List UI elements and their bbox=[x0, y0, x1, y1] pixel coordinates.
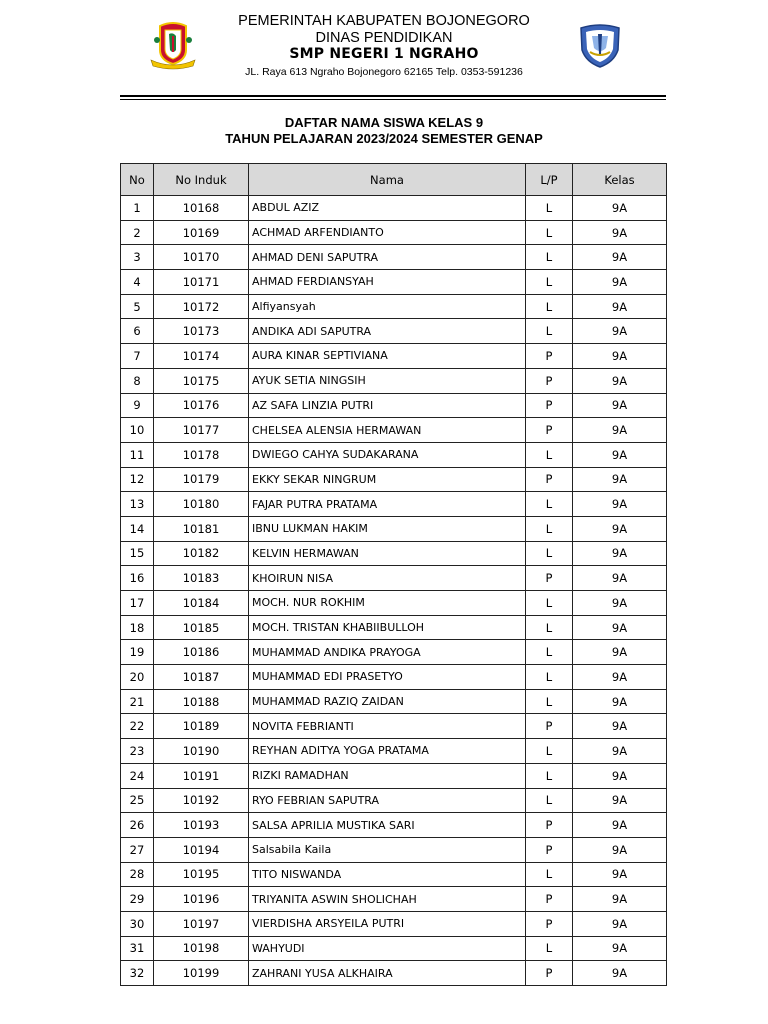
cell-nama: Salsabila Kaila bbox=[249, 837, 526, 862]
table-row bbox=[121, 245, 667, 270]
cell-nama: ACHMAD ARFENDIANTO bbox=[249, 220, 526, 245]
cell-no-induk: 10173 bbox=[154, 319, 249, 344]
cell-no: 8 bbox=[121, 368, 154, 393]
cell-nama: CHELSEA ALENSIA HERMAWAN bbox=[249, 418, 526, 443]
cell-no-induk: 10168 bbox=[154, 196, 249, 221]
cell-kelas: 9A bbox=[573, 442, 667, 467]
table-row bbox=[121, 961, 667, 986]
table-row bbox=[121, 442, 667, 467]
document-subtitle: TAHUN PELAJARAN 2023/2024 SEMESTER GENAP bbox=[225, 131, 543, 146]
table-row bbox=[121, 492, 667, 517]
cell-no-induk: 10175 bbox=[154, 368, 249, 393]
cell-no-induk: 10192 bbox=[154, 788, 249, 813]
cell-no: 23 bbox=[121, 739, 154, 764]
cell-kelas: 9A bbox=[573, 319, 667, 344]
cell-lp: L bbox=[526, 196, 573, 221]
cell-no-induk: 10199 bbox=[154, 961, 249, 986]
table-row bbox=[121, 566, 667, 591]
cell-nama: VIERDISHA ARSYEILA PUTRI bbox=[249, 911, 526, 936]
table-row bbox=[121, 294, 667, 319]
table-row bbox=[121, 911, 667, 936]
cell-no-induk: 10196 bbox=[154, 887, 249, 912]
table-row bbox=[121, 862, 667, 887]
table-row bbox=[121, 689, 667, 714]
cell-kelas: 9A bbox=[573, 492, 667, 517]
cell-kelas: 9A bbox=[573, 566, 667, 591]
cell-lp: P bbox=[526, 368, 573, 393]
cell-no-induk: 10177 bbox=[154, 418, 249, 443]
cell-kelas: 9A bbox=[573, 689, 667, 714]
cell-no-induk: 10189 bbox=[154, 714, 249, 739]
cell-kelas: 9A bbox=[573, 220, 667, 245]
cell-nama: Alfiyansyah bbox=[249, 294, 526, 319]
table-row bbox=[121, 368, 667, 393]
cell-lp: L bbox=[526, 270, 573, 295]
table-row bbox=[121, 788, 667, 813]
cell-no: 24 bbox=[121, 763, 154, 788]
cell-no: 1 bbox=[121, 196, 154, 221]
cell-nama: TITO NISWANDA bbox=[249, 862, 526, 887]
cell-nama: AZ SAFA LINZIA PUTRI bbox=[249, 393, 526, 418]
cell-lp: L bbox=[526, 541, 573, 566]
cell-lp: P bbox=[526, 566, 573, 591]
cell-lp: L bbox=[526, 739, 573, 764]
cell-nama: FAJAR PUTRA PRATAMA bbox=[249, 492, 526, 517]
table-row bbox=[121, 936, 667, 961]
cell-nama: ANDIKA ADI SAPUTRA bbox=[249, 319, 526, 344]
cell-kelas: 9A bbox=[573, 245, 667, 270]
header-divider-thin bbox=[120, 99, 666, 100]
table-row bbox=[121, 714, 667, 739]
table-row bbox=[121, 270, 667, 295]
cell-no-induk: 10183 bbox=[154, 566, 249, 591]
table-body bbox=[121, 196, 667, 986]
government-name: PEMERINTAH KABUPATEN BOJONEGORO bbox=[238, 13, 530, 29]
table-row bbox=[121, 319, 667, 344]
cell-no: 7 bbox=[121, 344, 154, 369]
column-header-no: No bbox=[121, 164, 154, 196]
cell-lp: L bbox=[526, 788, 573, 813]
cell-no: 18 bbox=[121, 615, 154, 640]
cell-lp: P bbox=[526, 714, 573, 739]
cell-lp: P bbox=[526, 813, 573, 838]
cell-no-induk: 10193 bbox=[154, 813, 249, 838]
cell-lp: L bbox=[526, 492, 573, 517]
cell-no-induk: 10174 bbox=[154, 344, 249, 369]
cell-no: 9 bbox=[121, 393, 154, 418]
cell-lp: P bbox=[526, 467, 573, 492]
cell-lp: L bbox=[526, 936, 573, 961]
cell-no-induk: 10169 bbox=[154, 220, 249, 245]
cell-nama: AYUK SETIA NINGSIH bbox=[249, 368, 526, 393]
cell-lp: P bbox=[526, 418, 573, 443]
cell-no-induk: 10191 bbox=[154, 763, 249, 788]
table-row bbox=[121, 467, 667, 492]
cell-kelas: 9A bbox=[573, 591, 667, 616]
cell-nama: NOVITA FEBRIANTI bbox=[249, 714, 526, 739]
cell-lp: L bbox=[526, 862, 573, 887]
cell-no-induk: 10188 bbox=[154, 689, 249, 714]
school-name: SMP NEGERI 1 NGRAHO bbox=[289, 46, 479, 62]
cell-no-induk: 10184 bbox=[154, 591, 249, 616]
cell-kelas: 9A bbox=[573, 936, 667, 961]
cell-lp: L bbox=[526, 245, 573, 270]
cell-kelas: 9A bbox=[573, 887, 667, 912]
cell-no: 3 bbox=[121, 245, 154, 270]
table-row bbox=[121, 591, 667, 616]
cell-kelas: 9A bbox=[573, 665, 667, 690]
table-row bbox=[121, 344, 667, 369]
table-row bbox=[121, 220, 667, 245]
cell-no-induk: 10176 bbox=[154, 393, 249, 418]
document-title: DAFTAR NAMA SISWA KELAS 9 bbox=[284, 115, 484, 130]
cell-kelas: 9A bbox=[573, 516, 667, 541]
cell-kelas: 9A bbox=[573, 763, 667, 788]
cell-no-induk: 10170 bbox=[154, 245, 249, 270]
cell-nama: KELVIN HERMAWAN bbox=[249, 541, 526, 566]
cell-nama: RYO FEBRIAN SAPUTRA bbox=[249, 788, 526, 813]
table-row bbox=[121, 418, 667, 443]
table-header-row bbox=[121, 164, 667, 196]
table-row bbox=[121, 541, 667, 566]
cell-kelas: 9A bbox=[573, 393, 667, 418]
cell-lp: L bbox=[526, 615, 573, 640]
cell-no: 17 bbox=[121, 591, 154, 616]
cell-kelas: 9A bbox=[573, 961, 667, 986]
cell-kelas: 9A bbox=[573, 788, 667, 813]
cell-no: 30 bbox=[121, 911, 154, 936]
cell-no: 11 bbox=[121, 442, 154, 467]
cell-lp: L bbox=[526, 319, 573, 344]
column-header-nama: Nama bbox=[249, 164, 526, 196]
column-header-no-induk: No Induk bbox=[154, 164, 249, 196]
cell-lp: P bbox=[526, 837, 573, 862]
table-row bbox=[121, 813, 667, 838]
cell-no: 22 bbox=[121, 714, 154, 739]
cell-no: 32 bbox=[121, 961, 154, 986]
table-row bbox=[121, 640, 667, 665]
cell-kelas: 9A bbox=[573, 467, 667, 492]
cell-lp: L bbox=[526, 591, 573, 616]
cell-kelas: 9A bbox=[573, 911, 667, 936]
cell-no-induk: 10171 bbox=[154, 270, 249, 295]
cell-no: 5 bbox=[121, 294, 154, 319]
cell-no-induk: 10182 bbox=[154, 541, 249, 566]
cell-kelas: 9A bbox=[573, 541, 667, 566]
cell-lp: P bbox=[526, 911, 573, 936]
cell-no: 21 bbox=[121, 689, 154, 714]
cell-lp: L bbox=[526, 442, 573, 467]
cell-nama: IBNU LUKMAN HAKIM bbox=[249, 516, 526, 541]
cell-kelas: 9A bbox=[573, 196, 667, 221]
cell-kelas: 9A bbox=[573, 368, 667, 393]
cell-no: 29 bbox=[121, 887, 154, 912]
cell-lp: L bbox=[526, 294, 573, 319]
cell-no: 26 bbox=[121, 813, 154, 838]
cell-kelas: 9A bbox=[573, 344, 667, 369]
cell-nama: ZAHRANI YUSA ALKHAIRA bbox=[249, 961, 526, 986]
cell-no-induk: 10194 bbox=[154, 837, 249, 862]
cell-no-induk: 10186 bbox=[154, 640, 249, 665]
cell-nama: TRIYANITA ASWIN SHOLICHAH bbox=[249, 887, 526, 912]
cell-no-induk: 10180 bbox=[154, 492, 249, 517]
table-row bbox=[121, 393, 667, 418]
school-address: JL. Raya 613 Ngraho Bojonegoro 62165 Telp. 0353-591236 bbox=[245, 66, 523, 78]
cell-no: 16 bbox=[121, 566, 154, 591]
cell-no-induk: 10187 bbox=[154, 665, 249, 690]
table-row bbox=[121, 516, 667, 541]
cell-no: 2 bbox=[121, 220, 154, 245]
cell-kelas: 9A bbox=[573, 294, 667, 319]
letterhead bbox=[0, 0, 768, 100]
cell-no-induk: 10197 bbox=[154, 911, 249, 936]
table-row bbox=[121, 837, 667, 862]
cell-nama: AURA KINAR SEPTIVIANA bbox=[249, 344, 526, 369]
cell-lp: L bbox=[526, 665, 573, 690]
cell-no: 4 bbox=[121, 270, 154, 295]
cell-nama: RIZKI RAMADHAN bbox=[249, 763, 526, 788]
cell-nama: ABDUL AZIZ bbox=[249, 196, 526, 221]
cell-no: 10 bbox=[121, 418, 154, 443]
cell-no-induk: 10181 bbox=[154, 516, 249, 541]
cell-nama: DWIEGO CAHYA SUDAKARANA bbox=[249, 442, 526, 467]
cell-nama: KHOIRUN NISA bbox=[249, 566, 526, 591]
cell-nama: AHMAD FERDIANSYAH bbox=[249, 270, 526, 295]
table-row bbox=[121, 615, 667, 640]
cell-lp: P bbox=[526, 344, 573, 369]
table-row bbox=[121, 196, 667, 221]
department-name: DINAS PENDIDIKAN bbox=[315, 30, 453, 46]
table-row bbox=[121, 739, 667, 764]
cell-nama: REYHAN ADITYA YOGA PRATAMA bbox=[249, 739, 526, 764]
cell-no: 6 bbox=[121, 319, 154, 344]
cell-lp: L bbox=[526, 516, 573, 541]
column-header-lp: L/P bbox=[526, 164, 573, 196]
cell-no: 12 bbox=[121, 467, 154, 492]
cell-no-induk: 10179 bbox=[154, 467, 249, 492]
student-table bbox=[120, 163, 667, 986]
table-row bbox=[121, 763, 667, 788]
cell-kelas: 9A bbox=[573, 640, 667, 665]
cell-lp: P bbox=[526, 887, 573, 912]
cell-kelas: 9A bbox=[573, 862, 667, 887]
cell-no: 28 bbox=[121, 862, 154, 887]
cell-kelas: 9A bbox=[573, 615, 667, 640]
cell-no-induk: 10172 bbox=[154, 294, 249, 319]
cell-lp: P bbox=[526, 393, 573, 418]
cell-nama: AHMAD DENI SAPUTRA bbox=[249, 245, 526, 270]
cell-nama: MUHAMMAD RAZIQ ZAIDAN bbox=[249, 689, 526, 714]
cell-no: 15 bbox=[121, 541, 154, 566]
cell-no-induk: 10190 bbox=[154, 739, 249, 764]
cell-nama: EKKY SEKAR NINGRUM bbox=[249, 467, 526, 492]
cell-no-induk: 10195 bbox=[154, 862, 249, 887]
cell-nama: MUHAMMAD ANDIKA PRAYOGA bbox=[249, 640, 526, 665]
cell-nama: SALSA APRILIA MUSTIKA SARI bbox=[249, 813, 526, 838]
cell-nama: MUHAMMAD EDI PRASETYO bbox=[249, 665, 526, 690]
cell-lp: P bbox=[526, 961, 573, 986]
cell-no-induk: 10198 bbox=[154, 936, 249, 961]
cell-kelas: 9A bbox=[573, 270, 667, 295]
cell-no-induk: 10185 bbox=[154, 615, 249, 640]
cell-nama: MOCH. NUR ROKHIM bbox=[249, 591, 526, 616]
cell-kelas: 9A bbox=[573, 739, 667, 764]
cell-lp: L bbox=[526, 220, 573, 245]
cell-no: 31 bbox=[121, 936, 154, 961]
cell-no: 13 bbox=[121, 492, 154, 517]
cell-no: 25 bbox=[121, 788, 154, 813]
cell-no-induk: 10178 bbox=[154, 442, 249, 467]
cell-no: 14 bbox=[121, 516, 154, 541]
cell-kelas: 9A bbox=[573, 837, 667, 862]
cell-nama: MOCH. TRISTAN KHABIIBULLOH bbox=[249, 615, 526, 640]
cell-no: 27 bbox=[121, 837, 154, 862]
cell-kelas: 9A bbox=[573, 418, 667, 443]
cell-kelas: 9A bbox=[573, 813, 667, 838]
cell-no: 20 bbox=[121, 665, 154, 690]
cell-kelas: 9A bbox=[573, 714, 667, 739]
cell-lp: L bbox=[526, 763, 573, 788]
cell-no: 19 bbox=[121, 640, 154, 665]
table-row bbox=[121, 887, 667, 912]
table-row bbox=[121, 665, 667, 690]
cell-lp: L bbox=[526, 640, 573, 665]
header-divider-thick bbox=[120, 95, 666, 97]
column-header-kelas: Kelas bbox=[573, 164, 667, 196]
cell-lp: L bbox=[526, 689, 573, 714]
cell-nama: WAHYUDI bbox=[249, 936, 526, 961]
